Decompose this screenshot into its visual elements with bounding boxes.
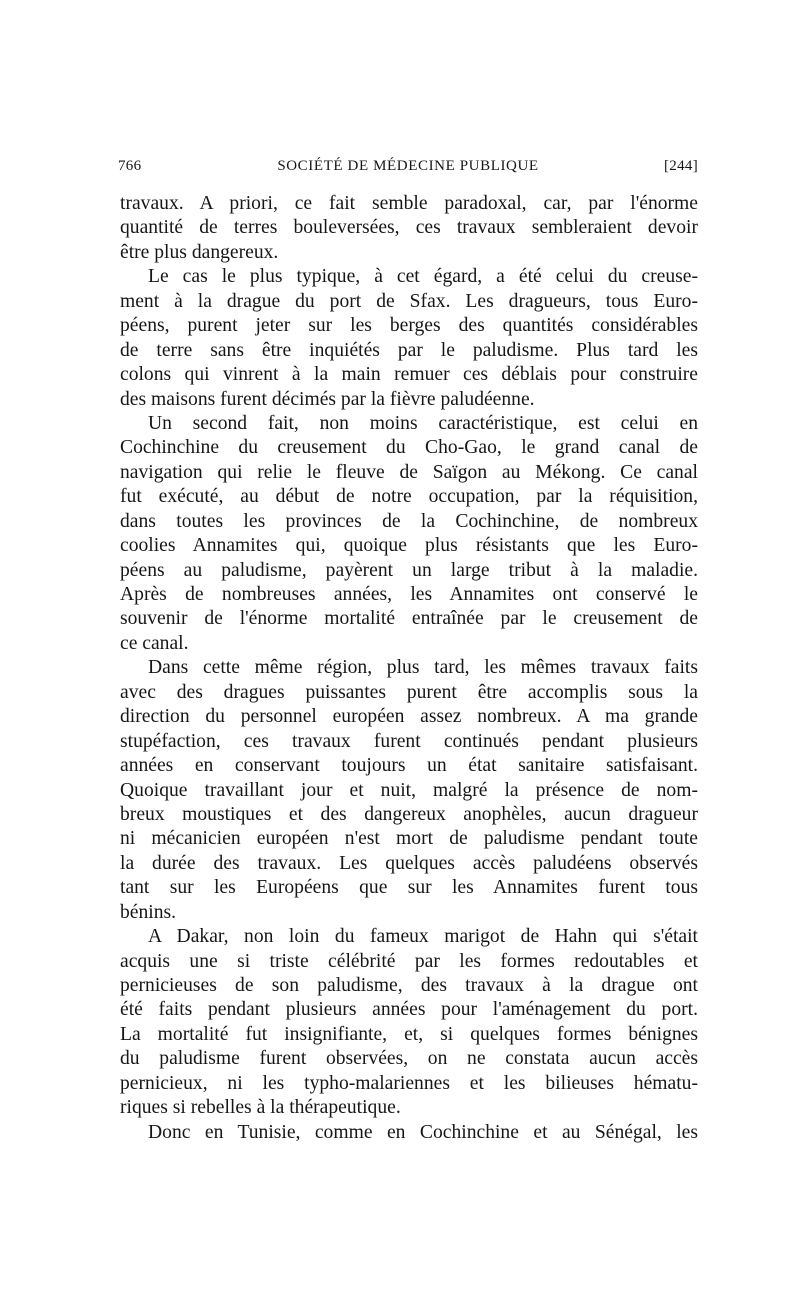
text-line: Cochinchine du creusement du Cho-Gao, le grand canal de xyxy=(120,437,698,459)
text-line: acquis une si triste célébrité par les formes redoutables et xyxy=(120,950,698,972)
text-line: des maisons furent décimés par la fièvre paludéenne. xyxy=(120,388,535,410)
text-line: être plus dangereux. xyxy=(120,241,279,263)
text-line: années en conservant toujours un état sanitaire satisfaisant. xyxy=(120,755,698,777)
text-line: péens au paludisme, payèrent un large tribut à la maladie. xyxy=(120,559,698,581)
body-text xyxy=(120,192,698,1145)
text-line: péens, purent jeter sur les berges des quantités considérables xyxy=(120,315,698,337)
text-line: de terre sans être inquiétés par le paludisme. Plus tard les xyxy=(120,339,698,361)
text-line: direction du personnel européen assez nombreux. A ma grande xyxy=(120,706,698,728)
text-line: coolies Annamites qui, quoique plus résistants que les Euro- xyxy=(120,535,698,557)
text-line: été faits pendant plusieurs années pour l'aménagement du port. xyxy=(120,999,698,1021)
text-line: Le cas le plus typique, à cet égard, a été celui du creuse- xyxy=(148,266,698,288)
text-line: pernicieux, ni les typho-malariennes et les bilieuses hématu- xyxy=(120,1072,698,1094)
text-line: breux moustiques et des dangereux anophèles, aucun dragueur xyxy=(120,803,698,825)
text-line: A Dakar, non loin du fameux marigot de Hahn qui s'était xyxy=(148,926,698,948)
text-line: la durée des travaux. Les quelques accès paludéens observés xyxy=(120,852,698,874)
text-line: ce canal. xyxy=(120,632,189,654)
text-line: Quoique travaillant jour et nuit, malgré la présence de nom- xyxy=(120,779,698,801)
text-line: Un second fait, non moins caractéristique, est celui en xyxy=(148,412,698,434)
text-line: navigation qui relie le fleuve de Saïgon au Mékong. Ce canal xyxy=(120,461,698,483)
text-line: travaux. A priori, ce fait semble paradoxal, car, par l'énorme xyxy=(120,193,698,214)
text-line: Dans cette même région, plus tard, les mêmes travaux faits xyxy=(148,657,698,679)
text-line: dans toutes les provinces de la Cochinchine, de nombreux xyxy=(120,510,698,532)
text-line: souvenir de l'énorme mortalité entraînée par le creusement de xyxy=(120,608,698,630)
text-line: stupéfaction, ces travaux furent continués pendant plusieurs xyxy=(120,730,698,752)
text-line: ni mécanicien européen n'est mort de paludisme pendant toute xyxy=(120,828,698,850)
text-line: bénins. xyxy=(120,901,177,923)
text-line: avec des dragues puissantes purent être accomplis sous la xyxy=(120,681,698,703)
text-line: tant sur les Européens que sur les Annamites furent tous xyxy=(120,877,698,899)
text-line: pernicieuses de son paludisme, des travaux à la drague ont xyxy=(120,975,698,996)
text-line: Donc en Tunisie, comme en Cochinchine et au Sénégal, les xyxy=(148,1121,698,1143)
text-line: ment à la drague du port de Sfax. Les dragueurs, tous Euro- xyxy=(120,290,698,312)
text-line: fut exécuté, au début de notre occupation, par la réquisition, xyxy=(120,486,698,508)
page-number: 766 xyxy=(118,158,142,174)
text-line: La mortalité fut insignifiante, et, si quelques formes bénignes xyxy=(120,1023,698,1045)
section-reference: [244] xyxy=(664,158,698,174)
text-line: Après de nombreuses années, les Annamites ont conservé le xyxy=(120,584,698,605)
running-header xyxy=(118,158,698,182)
text-line: du paludisme furent observées, on ne constata aucun accès xyxy=(120,1048,698,1070)
text-line: riques si rebelles à la thérapeutique. xyxy=(120,1097,401,1119)
text-line: colons qui vinrent à la main remuer ces déblais pour construire xyxy=(120,364,698,386)
running-title: SOCIÉTÉ DE MÉDECINE PUBLIQUE xyxy=(277,158,539,174)
text-line: quantité de terres bouleversées, ces travaux sembleraient devoir xyxy=(120,217,698,239)
